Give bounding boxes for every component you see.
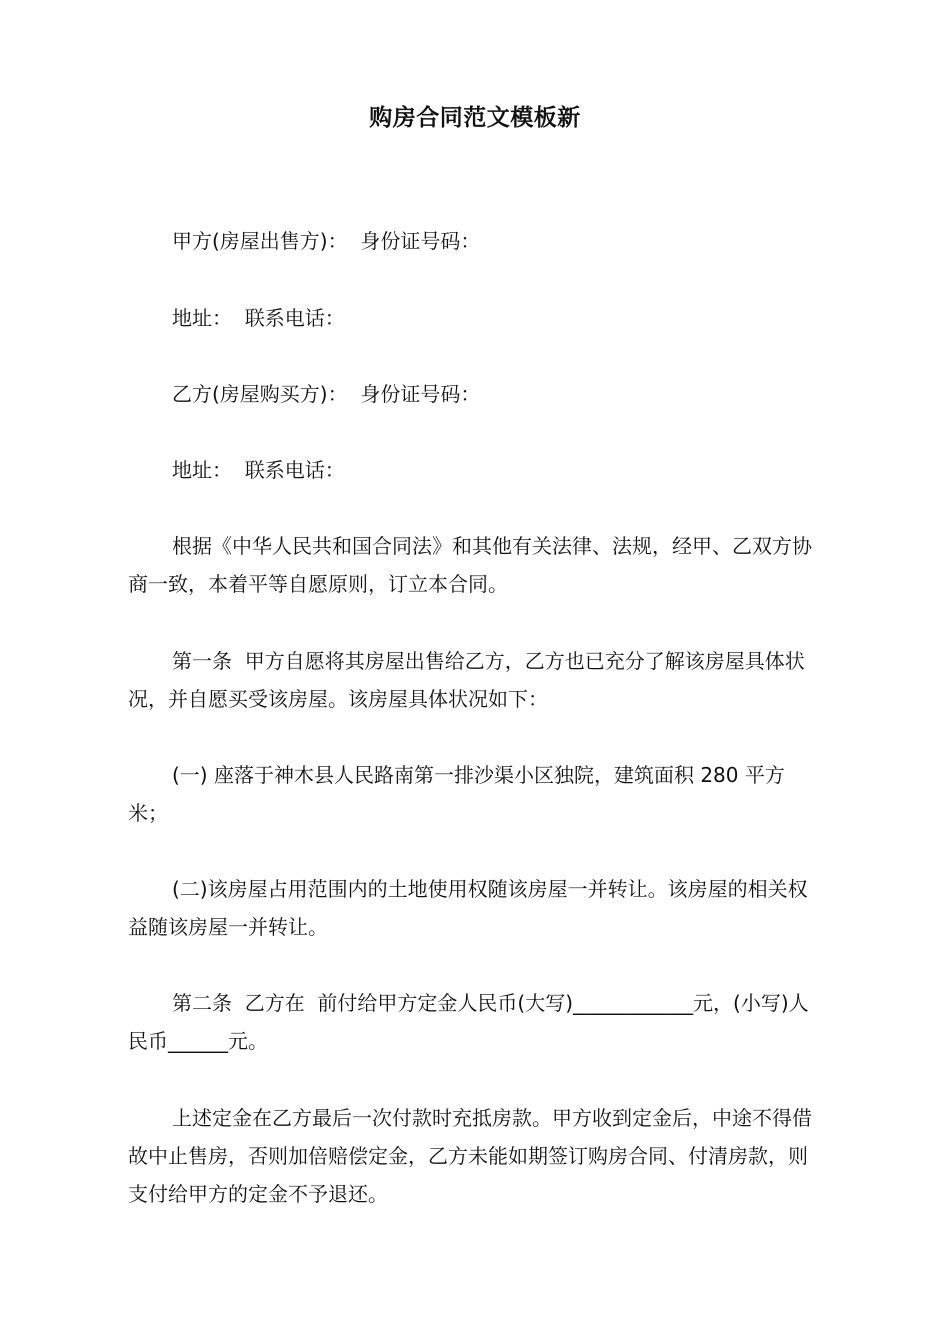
deposit-terms-paragraph: 上述定金在乙方最后一次付款时充抵房款。甲方收到定金后，中途不得借故中止售房，否则加倍赔偿定金，乙方未能如期签订购房合同、付清房款，则支付给甲方的定金不予退还。 bbox=[128, 1106, 812, 1206]
article-2-paragraph: 第二条 乙方在 前付给甲方定金人民币(大写)____________元，(小写)人民币______元。 bbox=[128, 991, 809, 1053]
party-a-line: 甲方(房屋出售方)： 身份证号码： bbox=[172, 229, 481, 253]
party-a-address-line: 地址： 联系电话： bbox=[172, 306, 345, 330]
clause-1-paragraph: (一) 座落于神木县人民路南第一排沙渠小区独院，建筑面积 280 平方米； bbox=[128, 763, 785, 825]
document-title: 购房合同范文模板新 bbox=[369, 105, 581, 131]
party-b-address-line: 地址： 联系电话： bbox=[172, 458, 345, 482]
preamble-paragraph: 根据《中华人民共和国合同法》和其他有关法律、法规，经甲、乙双方协商一致，本着平等自愿原则，订立本合同。 bbox=[128, 534, 812, 596]
party-b-line: 乙方(房屋购买方)： 身份证号码： bbox=[172, 382, 481, 406]
article-1-paragraph: 第一条 甲方自愿将其房屋出售给乙方，乙方也已充分了解该房屋具体状况，并自愿买受该房屋。该房屋具体状况如下： bbox=[128, 649, 805, 711]
clause-2-paragraph: (二)该房屋占用范围内的土地使用权随该房屋一并转让。该房屋的相关权益随该房屋一并转让。 bbox=[128, 877, 808, 939]
